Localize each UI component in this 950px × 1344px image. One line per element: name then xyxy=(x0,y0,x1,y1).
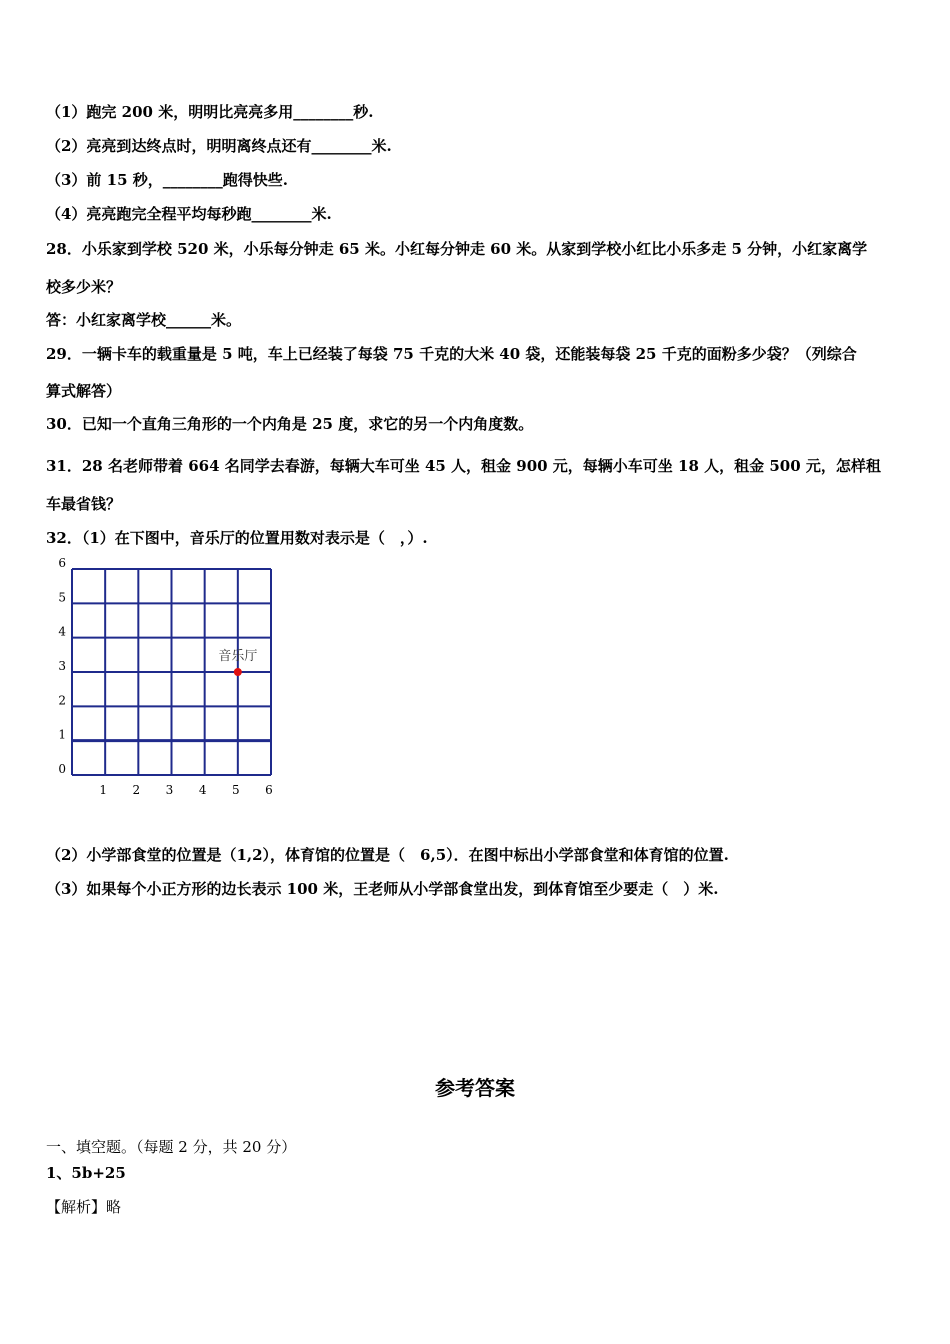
y-axis-tick-label: 1 xyxy=(58,727,66,742)
question-line: （3）前 15 秒，________跑得快些. xyxy=(46,171,288,189)
question-28: 28．小乐家到学校 520 米，小乐每分钟走 65 米。小红每分钟走 60 米。从家到学校小红比小乐多走 5 分钟，小红家离学 xyxy=(46,240,868,258)
y-axis-tick-label: 5 xyxy=(58,590,66,605)
question-29: 29．一辆卡车的载重量是 5 吨，车上已经装了每袋 75 千克的大米 40 袋，还能装每袋 25 千克的面粉多少袋？（列综合 xyxy=(46,345,857,363)
x-axis-tick-label: 3 xyxy=(165,783,174,797)
answer-28: 答：小红家离学校______米。 xyxy=(46,311,242,329)
x-axis-tick-label: 1 xyxy=(99,783,107,797)
y-axis-tick-label: 3 xyxy=(58,659,66,673)
y-axis-tick-label: 2 xyxy=(58,693,66,708)
x-axis-tick-label: 6 xyxy=(265,783,273,797)
concert-hall-point xyxy=(234,668,242,676)
question-28-cont: 校多少米？ xyxy=(46,278,122,296)
question-29-cont: 算式解答） xyxy=(46,382,122,400)
x-axis-tick-label: 2 xyxy=(132,783,141,797)
question-32-2: （2）小学部食堂的位置是（1,2），体育馆的位置是（ 6,5）．在图中标出小学部食堂和体育馆的位置. xyxy=(46,846,729,864)
question-31: 31．28 名老师带着 664 名同学去春游，每辆大车可坐 45 人，租金 900 元，每辆小车可坐 18 人，租金 500 元，怎样租 xyxy=(46,457,881,475)
answer-item-1: 1、5b+25 xyxy=(46,1164,126,1182)
answer-title: 参考答案 xyxy=(435,1076,515,1100)
y-axis-tick-label: 4 xyxy=(58,624,66,639)
answer-analysis: 【解析】略 xyxy=(46,1198,122,1216)
question-32: 32．（1）在下图中，音乐厅的位置用数对表示是（ ，）. xyxy=(46,529,428,547)
y-axis-labels xyxy=(58,556,66,776)
concert-hall-label: 音乐厅 xyxy=(218,649,258,664)
question-32-3: （3）如果每个小正方形的边长表示 100 米，王老师从小学部食堂出发，到体育馆至少要走（ ）米. xyxy=(46,880,719,898)
y-axis-tick-label: 6 xyxy=(58,556,66,570)
question-line: （1）跑完 200 米，明明比亮亮多用________秒. xyxy=(46,103,374,121)
x-axis-labels xyxy=(99,783,272,797)
y-axis-tick-label: 0 xyxy=(58,762,66,776)
x-axis-tick-label: 4 xyxy=(198,783,207,797)
question-line: （2）亮亮到达终点时，明明离终点还有________米. xyxy=(46,137,392,155)
answer-section: 一、填空题。（每题 2 分，共 20 分） xyxy=(46,1138,297,1156)
question-line: （4）亮亮跑完全程平均每秒跑________米. xyxy=(46,205,332,223)
question-30: 30．已知一个直角三角形的一个内角是 25 度，求它的另一个内角度数。 xyxy=(46,415,534,433)
question-31-cont: 车最省钱？ xyxy=(46,495,122,513)
x-axis-tick-label: 5 xyxy=(232,783,240,797)
